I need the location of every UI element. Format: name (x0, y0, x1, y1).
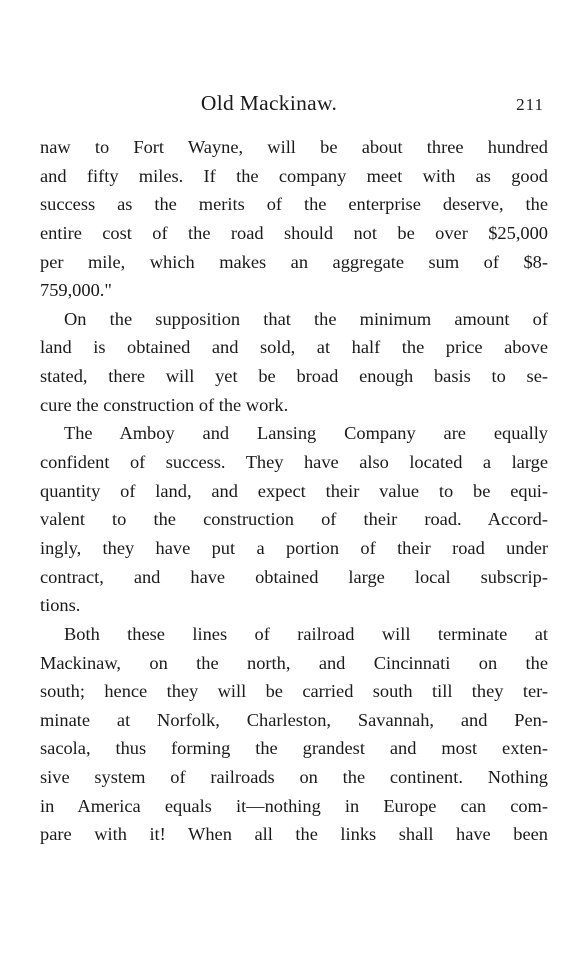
body-text (40, 133, 548, 849)
text-line: naw to Fort Wayne, will be about three hundred (40, 137, 548, 157)
text-line: 759,000." (40, 280, 112, 301)
text-line: sive system of railroads on the continent. Nothing (40, 767, 548, 788)
text-line: sacola, thus forming the grandest and most exten- (40, 738, 548, 759)
text-line: and fifty miles. If the company meet with as good (40, 165, 548, 186)
text-line: minate at Norfolk, Charleston, Savannah, and Pen- (40, 709, 548, 730)
text-line: On the supposition that the minimum amount of (64, 308, 548, 329)
text-line: land is obtained and sold, at half the price above (40, 337, 548, 358)
running-head (40, 88, 546, 118)
text-line: per mile, which makes an aggregate sum of $8- (40, 251, 548, 272)
text-line: success as the merits of the enterprise deserve, the (40, 194, 548, 215)
text-line: The Amboy and Lansing Company are equally (64, 423, 548, 444)
page-number: 211 (516, 95, 544, 114)
text-line: ingly, they have put a portion of their road under (40, 537, 548, 558)
text-line: stated, there will yet be broad enough basis to se- (40, 366, 548, 387)
text-line: tions. (40, 595, 81, 616)
text-line: confident of success. They have also located a large (40, 452, 548, 473)
text-line: Both these lines of railroad will terminate at (64, 623, 548, 644)
text-line: south; hence they will be carried south till they ter- (40, 681, 548, 702)
running-title: Old Mackinaw. (200, 91, 338, 115)
text-line: contract, and have obtained large local subscrip- (40, 566, 548, 587)
text-line: valent to the construction of their road. Accord- (40, 509, 548, 530)
text-line: pare with it! When all the links shall have been (40, 824, 548, 845)
text-line: entire cost of the road should not be over $25,000 (40, 222, 548, 243)
text-line: Mackinaw, on the north, and Cincinnati on the (40, 652, 548, 673)
text-line: cure the construction of the work. (40, 394, 289, 415)
text-line: in America equals it—nothing in Europe can com- (40, 795, 548, 816)
text-line: quantity of land, and expect their value to be equi- (40, 480, 548, 501)
